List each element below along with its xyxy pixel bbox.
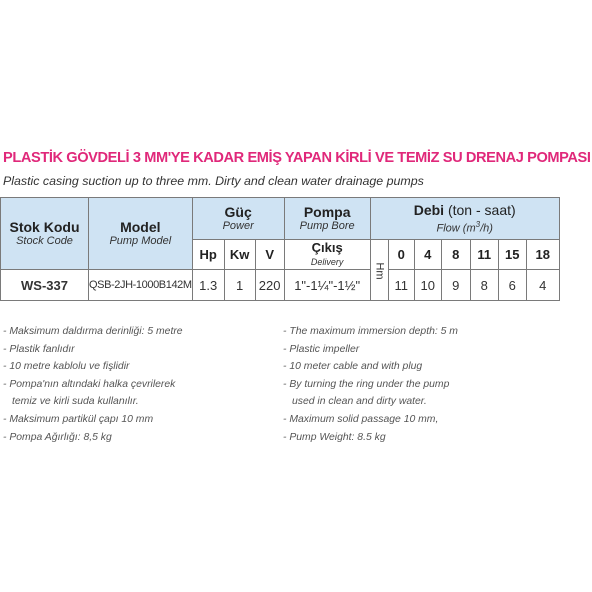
feature-item: - The maximum immersion depth: 5 m <box>283 326 458 337</box>
feature-item: - Plastic impeller <box>283 343 360 355</box>
outlet-value: 1"-1¼"-1½" <box>284 270 370 301</box>
stock-code-header: Stok Kodu Stock Code <box>1 198 89 270</box>
flow-head-18: 18 <box>526 240 559 270</box>
flow-value: 9 <box>441 270 470 301</box>
head-unit: Hm <box>370 240 388 301</box>
table-row <box>1 270 560 301</box>
stock-code-value: WS-337 <box>1 270 89 301</box>
flow-header: Debi (ton - saat) Flow $(m^3/h)$ <box>370 198 559 240</box>
flow-value: 6 <box>498 270 526 301</box>
features-turkish <box>3 323 183 446</box>
page-subtitle: Plastic casing suction up to three mm. Dirty and clean water drainage pumps <box>3 174 424 188</box>
outlet-header: Çıkış Delivery <box>284 240 370 270</box>
flow-value: 11 <box>388 270 414 301</box>
hp-value: 1.3 <box>192 270 224 301</box>
feature-item: - Maksimum daldırma derinliği: 5 metre <box>3 326 183 337</box>
model-value: QSB-2JH-1000B142M <box>89 270 193 301</box>
kw-unit: Kw <box>224 240 255 270</box>
flow-head-0: 0 <box>388 240 414 270</box>
power-header: Güç Power <box>192 198 284 240</box>
pump-bore-header: Pompa Pump Bore <box>284 198 370 240</box>
feature-item: - Pompa'nın altındaki halka çevrilerek <box>3 378 176 390</box>
feature-item: - By turning the ring under the pump <box>283 378 450 390</box>
feature-item: used in clean and dirty water. <box>292 396 427 408</box>
feature-item: temiz ve kirli suda kullanılır. <box>12 396 139 408</box>
feature-item: - Maximum solid passage 10 mm, <box>283 413 439 425</box>
flow-head-15: 15 <box>498 240 526 270</box>
kw-value: 1 <box>224 270 255 301</box>
feature-item: - 10 metre kablolu ve fişlidir <box>3 361 130 373</box>
v-unit: V <box>255 240 284 270</box>
flow-value: 10 <box>414 270 441 301</box>
flow-head-11: 11 <box>470 240 498 270</box>
flow-head-4: 4 <box>414 240 441 270</box>
flow-value: 4 <box>526 270 559 301</box>
page-title: PLASTİK GÖVDELİ 3 MM'YE KADAR EMİŞ YAPAN KİRLİ VE TEMİZ SU DRENAJ POMPASI <box>3 150 591 166</box>
feature-item: - Pompa Ağırlığı: 8,5 kg <box>3 431 112 443</box>
feature-item: - Pump Weight: 8.5 kg <box>283 431 386 443</box>
feature-item: - Plastik fanlıdır <box>3 343 75 355</box>
spec-table <box>0 197 560 301</box>
hp-unit: Hp <box>192 240 224 270</box>
flow-head-8: 8 <box>441 240 470 270</box>
flow-value: 8 <box>470 270 498 301</box>
model-header: Model Pump Model <box>89 198 193 270</box>
features-english <box>283 323 458 446</box>
feature-item: - 10 meter cable and with plug <box>283 361 423 373</box>
v-value: 220 <box>255 270 284 301</box>
feature-item: - Maksimum partikül çapı 10 mm <box>3 413 154 425</box>
